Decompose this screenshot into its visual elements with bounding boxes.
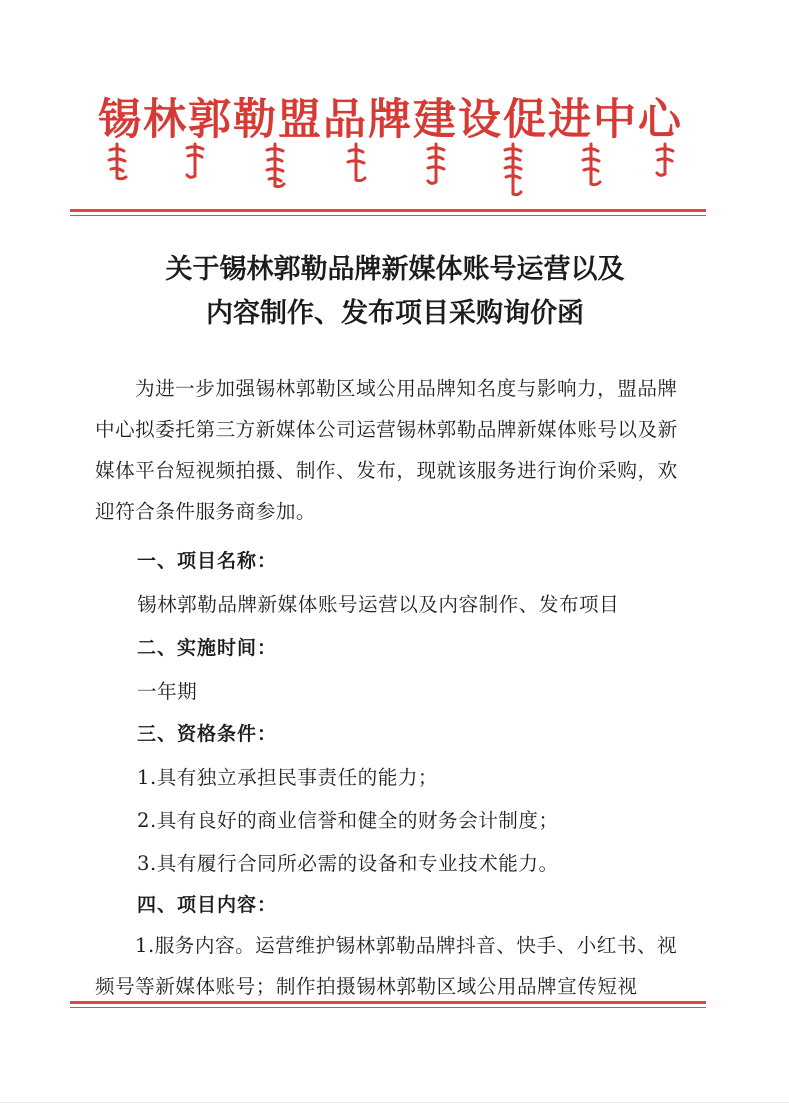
qualification-item: 1.具有独立承担民事责任的能力； xyxy=(137,766,439,789)
mongolian-word-icon xyxy=(652,142,678,178)
project-name-text: 锡林郭勒品牌新媒体账号运营以及内容制作、发布项目 xyxy=(137,593,620,616)
section-heading-project-name: 一、项目名称： xyxy=(137,550,278,572)
document-title-line1: 关于锡林郭勒品牌新媒体账号运营以及 xyxy=(165,254,625,285)
page-edge-line xyxy=(0,1102,789,1103)
letterhead-rule-thick xyxy=(70,209,706,212)
mongolian-word-icon xyxy=(500,142,526,198)
footer-rule-thick xyxy=(70,1001,706,1004)
section-heading-time: 二、实施时间： xyxy=(137,637,278,659)
qualification-item: 2.具有良好的商业信誉和健全的财务会计制度； xyxy=(137,809,559,832)
mongolian-word-icon xyxy=(423,142,449,186)
mongolian-word-icon xyxy=(262,142,288,190)
mongolian-word-icon xyxy=(578,142,604,188)
section-heading-content: 四、项目内容： xyxy=(137,894,278,916)
letterhead-org-name: 锡林郭勒盟品牌建设促进中心 xyxy=(98,95,683,145)
document-title-line2: 内容制作、发布项目采购询价函 xyxy=(206,298,584,329)
footer-rule-thin xyxy=(70,1007,706,1008)
letterhead-rule-thin xyxy=(70,215,706,216)
mongolian-word-icon xyxy=(104,142,130,182)
implementation-time-text: 一年期 xyxy=(137,680,198,703)
mongolian-word-icon xyxy=(343,142,369,184)
intro-paragraph: 为进一步加强锡林郭勒区域公用品牌知名度与影响力，盟品牌中心拟委托第三方新媒体公司运营锡林郭勒品牌新媒体账号以及新媒体平台短视频拍摄、制作、发布，现就该服务进行询价采购，欢迎符合条件服务商参加。 xyxy=(95,377,678,523)
qualification-item: 3.具有履行合同所必需的设备和专业技术能力。 xyxy=(137,852,559,875)
section-heading-qualifications: 三、资格条件： xyxy=(137,723,278,745)
letterhead-mongolian-script xyxy=(100,142,680,200)
mongolian-word-icon xyxy=(182,142,208,182)
project-content-text: 1.服务内容。运营维护锡林郭勒品牌抖音、快手、小红书、视频号等新媒体账号；制作拍摄锡林郭勒区域公用品牌宣传短视 xyxy=(95,934,678,998)
